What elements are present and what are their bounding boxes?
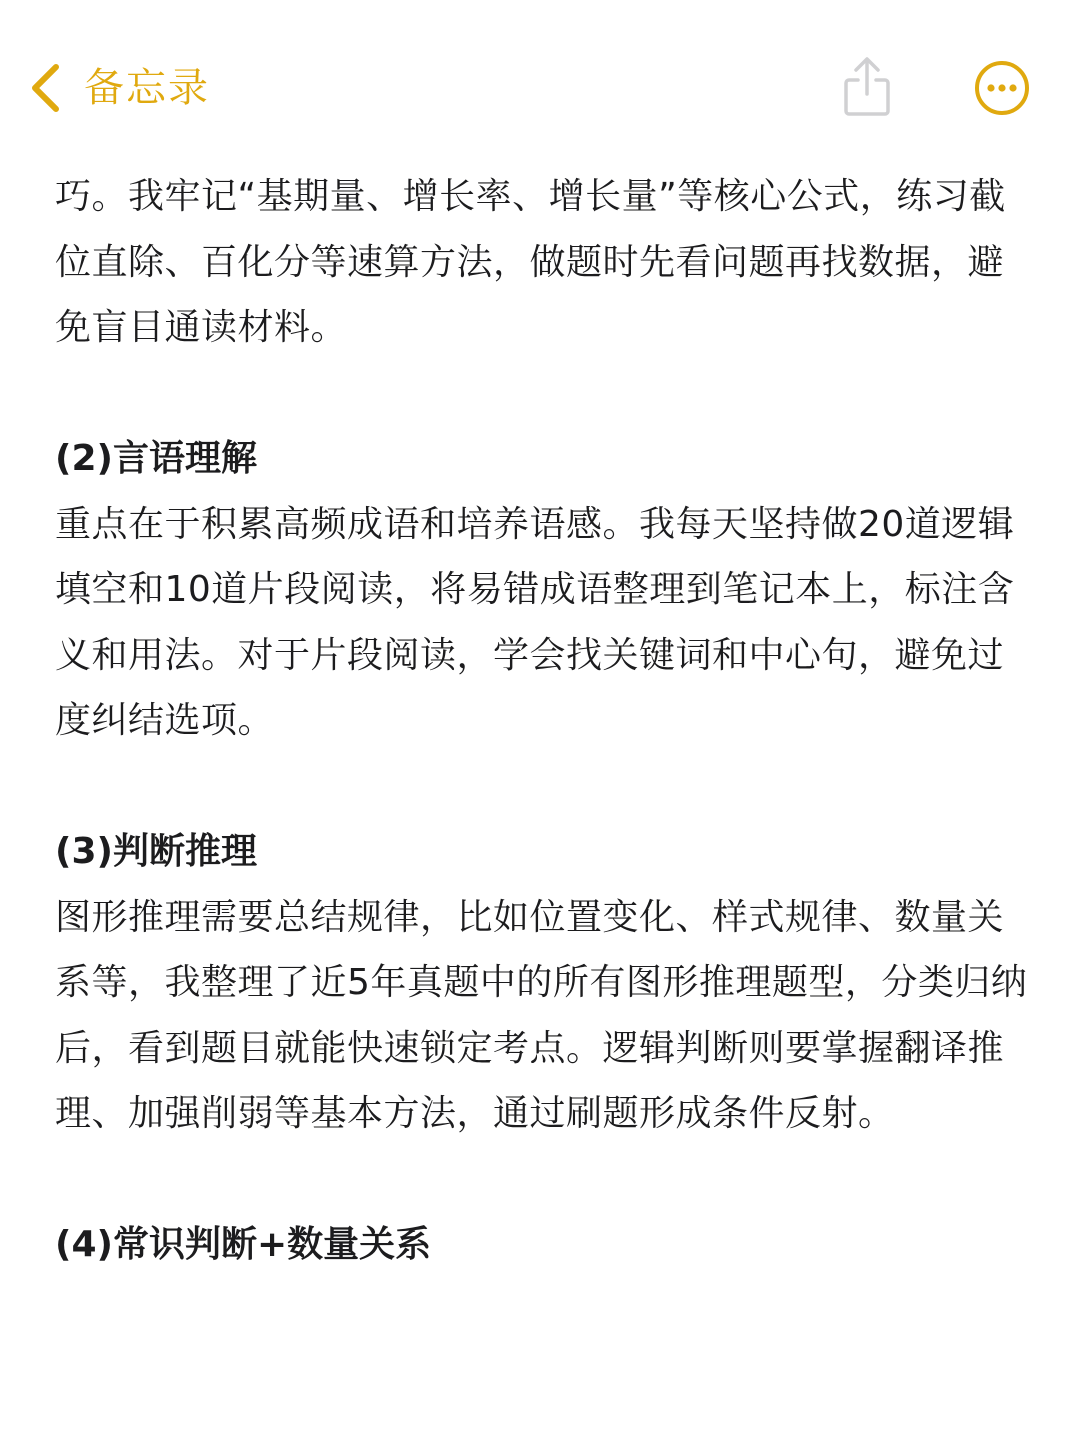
chevron-left-icon — [28, 63, 62, 113]
paragraph-spacer — [55, 1147, 1035, 1213]
navigation-bar — [0, 0, 1080, 150]
section-title-verbal: (2)言语理解 — [55, 438, 257, 479]
paragraph-spacer — [55, 754, 1035, 820]
paragraph-spacer — [55, 361, 1035, 427]
back-button[interactable] — [28, 56, 210, 120]
section-body-verbal: 重点在于积累高频成语和培养语感。我每天坚持做20道逻辑填空和10道片段阅读，将易错成语整理到笔记本上，标注含义和用法。对于片段阅读，学会找关键词和中心句，避免过度纠结选项。 — [55, 503, 1015, 741]
section-title-general-knowledge: (4)常识判断+数量关系 — [55, 1224, 432, 1265]
share-icon — [840, 103, 894, 122]
ellipsis-circle-icon — [974, 101, 1030, 120]
note-intro-paragraph: 巧。我牢记“基期量、增长率、增长量”等核心公式，练习截位直除、百化分等速算方法，做题时先看问题再找数据，避免盲目通读材料。 — [55, 176, 1006, 348]
section-title-reasoning: (3)判断推理 — [55, 831, 257, 872]
back-label: 备忘录 — [84, 65, 210, 111]
more-button[interactable] — [974, 60, 1030, 116]
section-body-reasoning: 图形推理需要总结规律，比如位置变化、样式规律、数量关系等，我整理了近5年真题中的所有图形推理题型，分类归纳后，看到题目就能快速锁定考点。逻辑判断则要掌握翻译推理、加强削弱等基本方法，通过刷题形成条件反射。 — [55, 896, 1028, 1134]
note-body[interactable] — [55, 164, 1035, 1278]
share-button[interactable] — [840, 54, 894, 118]
